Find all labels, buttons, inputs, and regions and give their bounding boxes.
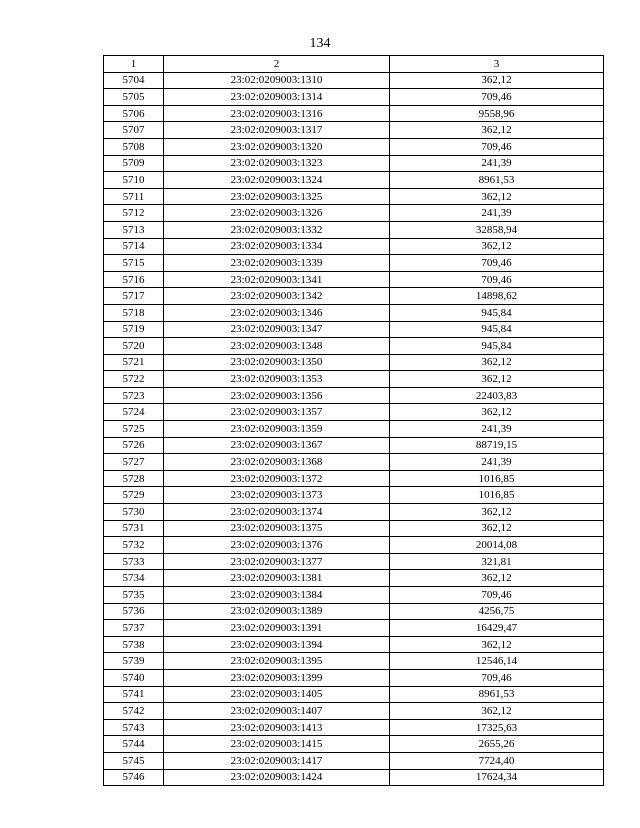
cell-row-number: 5730 — [104, 504, 164, 521]
cell-cadastral-number: 23:02:0209003:1391 — [164, 620, 390, 637]
table-row — [104, 620, 604, 637]
cell-cadastral-number: 23:02:0209003:1332 — [164, 221, 390, 238]
cell-row-number: 5720 — [104, 338, 164, 355]
cell-row-number: 5707 — [104, 122, 164, 139]
cell-row-number: 5721 — [104, 354, 164, 371]
cell-value: 9558,96 — [390, 105, 604, 122]
cell-row-number: 5706 — [104, 105, 164, 122]
table-row — [104, 437, 604, 454]
table-row — [104, 387, 604, 404]
cell-cadastral-number: 23:02:0209003:1353 — [164, 371, 390, 388]
table-row — [104, 752, 604, 769]
cell-cadastral-number: 23:02:0209003:1314 — [164, 89, 390, 106]
cell-value: 1016,85 — [390, 470, 604, 487]
table-row — [104, 421, 604, 438]
cell-row-number: 5723 — [104, 387, 164, 404]
table-row — [104, 736, 604, 753]
cell-cadastral-number: 23:02:0209003:1350 — [164, 354, 390, 371]
cell-row-number: 5710 — [104, 172, 164, 189]
cell-row-number: 5726 — [104, 437, 164, 454]
cell-value: 362,12 — [390, 354, 604, 371]
cell-cadastral-number: 23:02:0209003:1348 — [164, 338, 390, 355]
cell-value: 16429,47 — [390, 620, 604, 637]
cell-cadastral-number: 23:02:0209003:1377 — [164, 553, 390, 570]
cell-cadastral-number: 23:02:0209003:1381 — [164, 570, 390, 587]
table-row — [104, 188, 604, 205]
cell-row-number: 5745 — [104, 752, 164, 769]
cell-cadastral-number: 23:02:0209003:1323 — [164, 155, 390, 172]
cell-row-number: 5729 — [104, 487, 164, 504]
cell-cadastral-number: 23:02:0209003:1376 — [164, 537, 390, 554]
cell-cadastral-number: 23:02:0209003:1320 — [164, 138, 390, 155]
cell-cadastral-number: 23:02:0209003:1346 — [164, 304, 390, 321]
table-row — [104, 487, 604, 504]
cell-row-number: 5719 — [104, 321, 164, 338]
table-row — [104, 255, 604, 272]
table-row — [104, 570, 604, 587]
cell-cadastral-number: 23:02:0209003:1389 — [164, 603, 390, 620]
cell-cadastral-number: 23:02:0209003:1342 — [164, 288, 390, 305]
cell-row-number: 5714 — [104, 238, 164, 255]
cell-value: 1016,85 — [390, 487, 604, 504]
column-header-value: 3 — [390, 56, 604, 73]
cell-cadastral-number: 23:02:0209003:1395 — [164, 653, 390, 670]
cell-row-number: 5742 — [104, 703, 164, 720]
table-row — [104, 205, 604, 222]
cell-value: 321,81 — [390, 553, 604, 570]
cell-value: 362,12 — [390, 238, 604, 255]
cell-row-number: 5713 — [104, 221, 164, 238]
cell-row-number: 5722 — [104, 371, 164, 388]
cell-value: 241,39 — [390, 421, 604, 438]
cell-row-number: 5738 — [104, 636, 164, 653]
cell-value: 2655,26 — [390, 736, 604, 753]
table-row — [104, 72, 604, 89]
table-row — [104, 122, 604, 139]
table-row — [104, 172, 604, 189]
cell-value: 88719,15 — [390, 437, 604, 454]
cell-row-number: 5727 — [104, 454, 164, 471]
page-number: 134 — [309, 36, 331, 51]
table-row — [104, 454, 604, 471]
cell-cadastral-number: 23:02:0209003:1368 — [164, 454, 390, 471]
cell-cadastral-number: 23:02:0209003:1326 — [164, 205, 390, 222]
cell-cadastral-number: 23:02:0209003:1347 — [164, 321, 390, 338]
cell-value: 241,39 — [390, 205, 604, 222]
cell-value: 12546,14 — [390, 653, 604, 670]
cell-row-number: 5737 — [104, 620, 164, 637]
cell-row-number: 5733 — [104, 553, 164, 570]
cell-cadastral-number: 23:02:0209003:1357 — [164, 404, 390, 421]
table-row — [104, 669, 604, 686]
cell-value: 241,39 — [390, 155, 604, 172]
table-row — [104, 553, 604, 570]
cell-cadastral-number: 23:02:0209003:1367 — [164, 437, 390, 454]
cell-row-number: 5734 — [104, 570, 164, 587]
cell-value: 32858,94 — [390, 221, 604, 238]
table-row — [104, 338, 604, 355]
table-row — [104, 105, 604, 122]
cell-cadastral-number: 23:02:0209003:1359 — [164, 421, 390, 438]
cell-cadastral-number: 23:02:0209003:1372 — [164, 470, 390, 487]
cell-cadastral-number: 23:02:0209003:1356 — [164, 387, 390, 404]
cell-value: 362,12 — [390, 504, 604, 521]
cell-cadastral-number: 23:02:0209003:1339 — [164, 255, 390, 272]
table-row — [104, 686, 604, 703]
cell-row-number: 5716 — [104, 271, 164, 288]
cell-value: 7724,40 — [390, 752, 604, 769]
cell-value: 709,46 — [390, 587, 604, 604]
table-body — [104, 72, 604, 786]
cell-value: 709,46 — [390, 271, 604, 288]
cell-cadastral-number: 23:02:0209003:1407 — [164, 703, 390, 720]
cell-value: 709,46 — [390, 138, 604, 155]
cell-value: 362,12 — [390, 636, 604, 653]
table-row — [104, 470, 604, 487]
cell-value: 4256,75 — [390, 603, 604, 620]
cell-cadastral-number: 23:02:0209003:1316 — [164, 105, 390, 122]
cell-cadastral-number: 23:02:0209003:1375 — [164, 520, 390, 537]
table-row — [104, 155, 604, 172]
cell-value: 362,12 — [390, 371, 604, 388]
cell-value: 362,12 — [390, 570, 604, 587]
cell-cadastral-number: 23:02:0209003:1341 — [164, 271, 390, 288]
cell-row-number: 5717 — [104, 288, 164, 305]
registry-table — [103, 55, 604, 786]
table-row — [104, 271, 604, 288]
table-row — [104, 371, 604, 388]
table-row — [104, 504, 604, 521]
table-row — [104, 719, 604, 736]
cell-row-number: 5746 — [104, 769, 164, 786]
table-row — [104, 587, 604, 604]
table-row — [104, 769, 604, 786]
cell-row-number: 5725 — [104, 421, 164, 438]
table-row — [104, 354, 604, 371]
table-row — [104, 636, 604, 653]
table-row — [104, 703, 604, 720]
cell-cadastral-number: 23:02:0209003:1310 — [164, 72, 390, 89]
cell-row-number: 5732 — [104, 537, 164, 554]
cell-cadastral-number: 23:02:0209003:1417 — [164, 752, 390, 769]
cell-row-number: 5709 — [104, 155, 164, 172]
table-row — [104, 603, 604, 620]
cell-cadastral-number: 23:02:0209003:1384 — [164, 587, 390, 604]
cell-row-number: 5739 — [104, 653, 164, 670]
cell-value: 362,12 — [390, 404, 604, 421]
cell-value: 362,12 — [390, 703, 604, 720]
cell-value: 14898,62 — [390, 288, 604, 305]
cell-row-number: 5735 — [104, 587, 164, 604]
table-row — [104, 520, 604, 537]
table-row — [104, 238, 604, 255]
cell-value: 709,46 — [390, 669, 604, 686]
table-row — [104, 89, 604, 106]
cell-row-number: 5731 — [104, 520, 164, 537]
cell-cadastral-number: 23:02:0209003:1373 — [164, 487, 390, 504]
table-row — [104, 288, 604, 305]
cell-row-number: 5704 — [104, 72, 164, 89]
cell-row-number: 5741 — [104, 686, 164, 703]
cell-value: 362,12 — [390, 122, 604, 139]
cell-value: 241,39 — [390, 454, 604, 471]
cell-row-number: 5708 — [104, 138, 164, 155]
cell-cadastral-number: 23:02:0209003:1394 — [164, 636, 390, 653]
table-row — [104, 321, 604, 338]
cell-value: 22403,83 — [390, 387, 604, 404]
cell-value: 20014,08 — [390, 537, 604, 554]
cell-row-number: 5728 — [104, 470, 164, 487]
column-header-cadastral-number: 2 — [164, 56, 390, 73]
cell-row-number: 5705 — [104, 89, 164, 106]
cell-cadastral-number: 23:02:0209003:1317 — [164, 122, 390, 139]
cell-row-number: 5740 — [104, 669, 164, 686]
cell-row-number: 5715 — [104, 255, 164, 272]
cell-row-number: 5711 — [104, 188, 164, 205]
cell-row-number: 5743 — [104, 719, 164, 736]
cell-row-number: 5712 — [104, 205, 164, 222]
cell-cadastral-number: 23:02:0209003:1405 — [164, 686, 390, 703]
cell-row-number: 5744 — [104, 736, 164, 753]
cell-value: 8961,53 — [390, 172, 604, 189]
table-row — [104, 653, 604, 670]
cell-cadastral-number: 23:02:0209003:1324 — [164, 172, 390, 189]
cell-cadastral-number: 23:02:0209003:1424 — [164, 769, 390, 786]
table-row — [104, 537, 604, 554]
cell-cadastral-number: 23:02:0209003:1334 — [164, 238, 390, 255]
table-header-row — [104, 56, 604, 73]
table-row — [104, 138, 604, 155]
cell-value: 709,46 — [390, 255, 604, 272]
cell-value: 8961,53 — [390, 686, 604, 703]
cell-cadastral-number: 23:02:0209003:1325 — [164, 188, 390, 205]
column-header-number: 1 — [104, 56, 164, 73]
cell-cadastral-number: 23:02:0209003:1415 — [164, 736, 390, 753]
cell-cadastral-number: 23:02:0209003:1399 — [164, 669, 390, 686]
cell-value: 17624,34 — [390, 769, 604, 786]
cell-value: 945,84 — [390, 321, 604, 338]
table-row — [104, 304, 604, 321]
cell-cadastral-number: 23:02:0209003:1374 — [164, 504, 390, 521]
cell-cadastral-number: 23:02:0209003:1413 — [164, 719, 390, 736]
cell-row-number: 5718 — [104, 304, 164, 321]
table-row — [104, 404, 604, 421]
cell-value: 362,12 — [390, 188, 604, 205]
table-row — [104, 221, 604, 238]
cell-value: 945,84 — [390, 304, 604, 321]
cell-value: 709,46 — [390, 89, 604, 106]
cell-row-number: 5736 — [104, 603, 164, 620]
cell-value: 362,12 — [390, 72, 604, 89]
cell-row-number: 5724 — [104, 404, 164, 421]
cell-value: 17325,63 — [390, 719, 604, 736]
cell-value: 945,84 — [390, 338, 604, 355]
cell-value: 362,12 — [390, 520, 604, 537]
